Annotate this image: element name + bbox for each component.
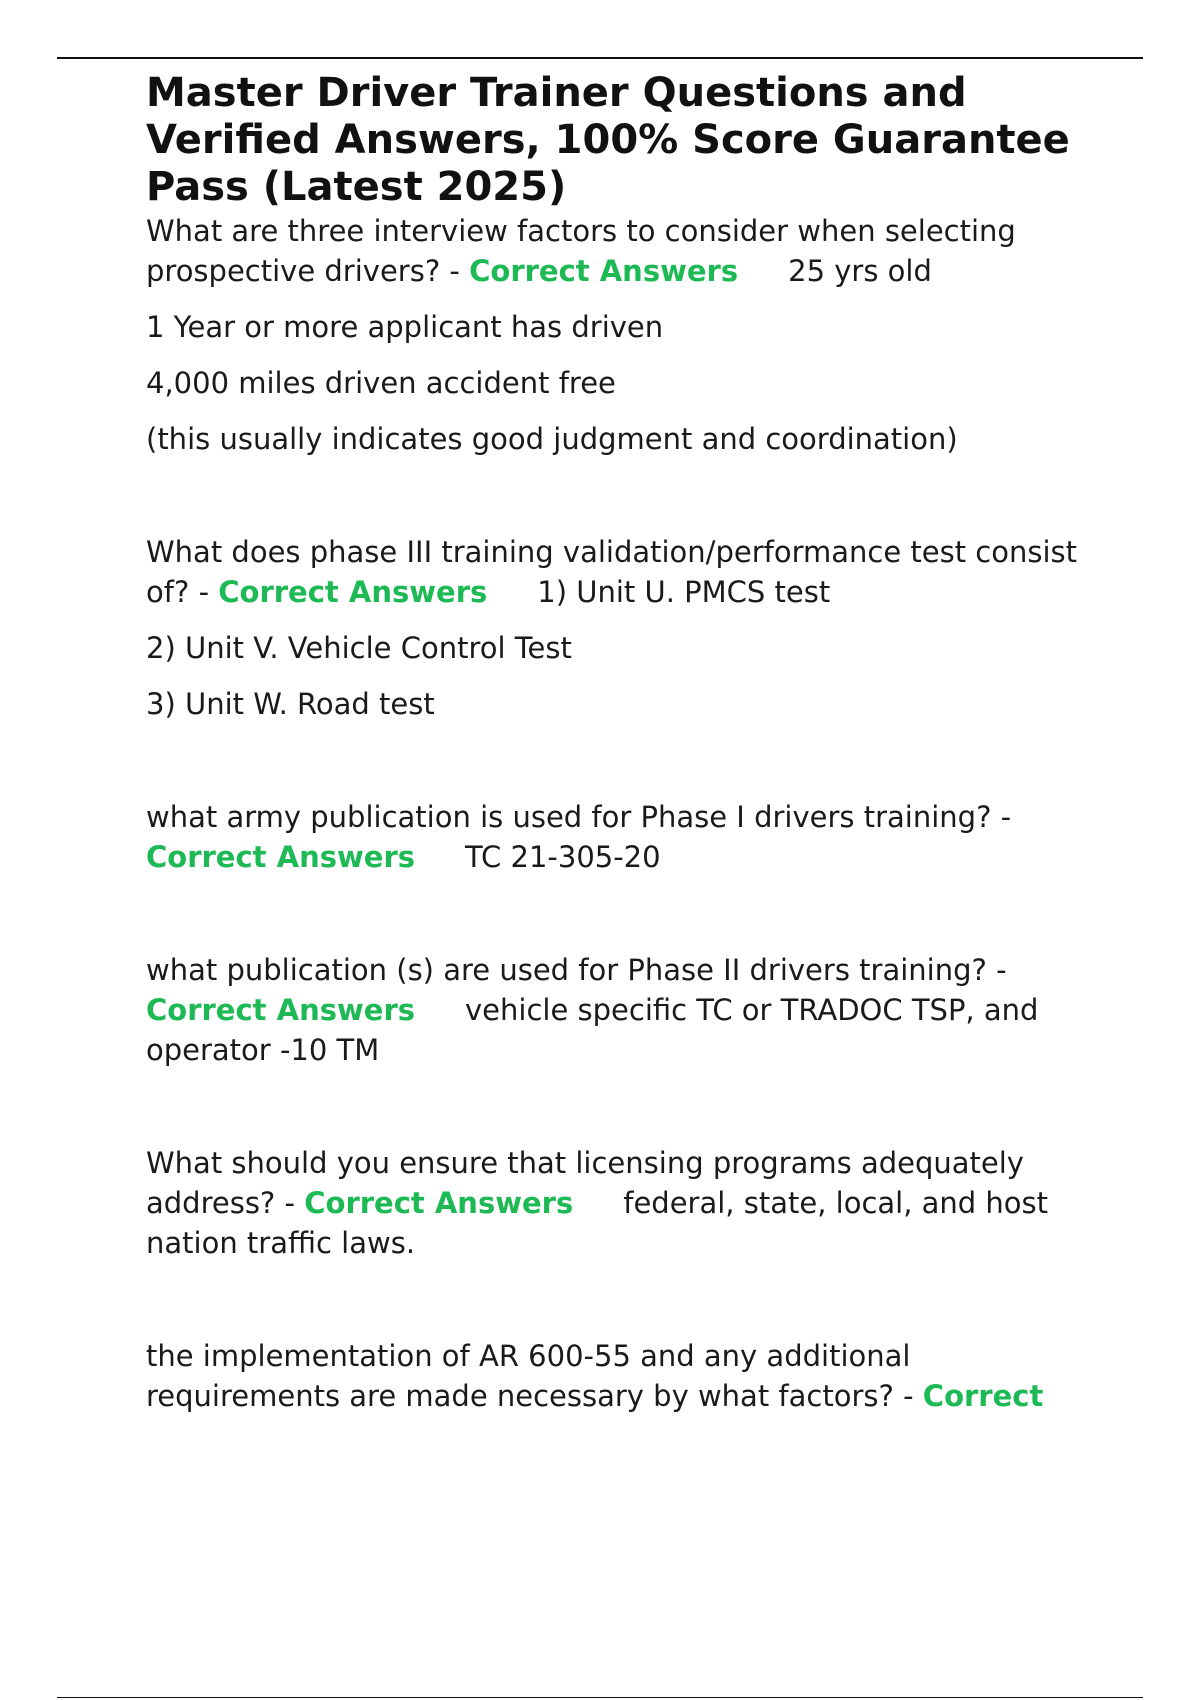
answer-text: federal, state, local, and host nation traffic laws.	[146, 1186, 1049, 1260]
question-text	[146, 211, 1106, 291]
question-text	[146, 797, 1106, 877]
question: the implementation of AR 600-55 and any additional requirements are made necessary by what factors? -	[146, 1339, 923, 1413]
answer-tag: Correct Answers	[218, 575, 488, 609]
question: What are three interview factors to consider when selecting prospective drivers? -	[146, 214, 1016, 288]
answer-tag: Correct Answers	[469, 254, 739, 288]
answer-line: 1 Year or more applicant has driven	[146, 310, 664, 344]
answer-tag: Correct	[922, 1379, 1044, 1413]
answer-tag: Correct Answers	[146, 993, 416, 1027]
question: What does phase III training validation/performance test consist of? -	[146, 535, 1078, 609]
answer-text: 1) Unit U. PMCS test	[537, 575, 831, 609]
question: what army publication is used for Phase I drivers training? -	[146, 800, 1012, 834]
answer-line: (this usually indicates good judgment and coordination)	[146, 422, 958, 456]
question-text	[146, 950, 1106, 1070]
answer-tag: Correct Answers	[146, 840, 416, 874]
answer-tag: Correct Answers	[304, 1186, 574, 1220]
question: what publication (s) are used for Phase II drivers training? -	[146, 953, 1007, 987]
qa-item	[146, 1143, 1106, 1263]
document-title: Master Driver Trainer Questions and Verified Answers, 100% Score Guarantee Pass (Latest 2025)	[146, 70, 1070, 210]
answer-line: 4,000 miles driven accident free	[146, 366, 616, 400]
qa-item	[146, 950, 1106, 1070]
bottom-rule	[57, 1697, 1143, 1698]
question-text	[146, 1336, 1106, 1416]
answer-text: 25 yrs old	[788, 254, 932, 288]
qa-item	[146, 532, 1106, 724]
qa-item	[146, 211, 1106, 459]
answer-line: 2) Unit V. Vehicle Control Test	[146, 631, 572, 665]
qa-item	[146, 797, 1106, 877]
document-body	[146, 70, 1106, 1416]
top-rule	[57, 57, 1143, 59]
question-text	[146, 1143, 1106, 1263]
answer-text: vehicle specific TC or TRADOC TSP, and operator -10 TM	[146, 993, 1039, 1067]
qa-item	[146, 1336, 1106, 1416]
question-text	[146, 532, 1106, 612]
answer-line: 3) Unit W. Road test	[146, 687, 435, 721]
question: What should you ensure that licensing programs adequately address? -	[146, 1146, 1024, 1220]
answer-text: TC 21-305-20	[465, 840, 661, 874]
